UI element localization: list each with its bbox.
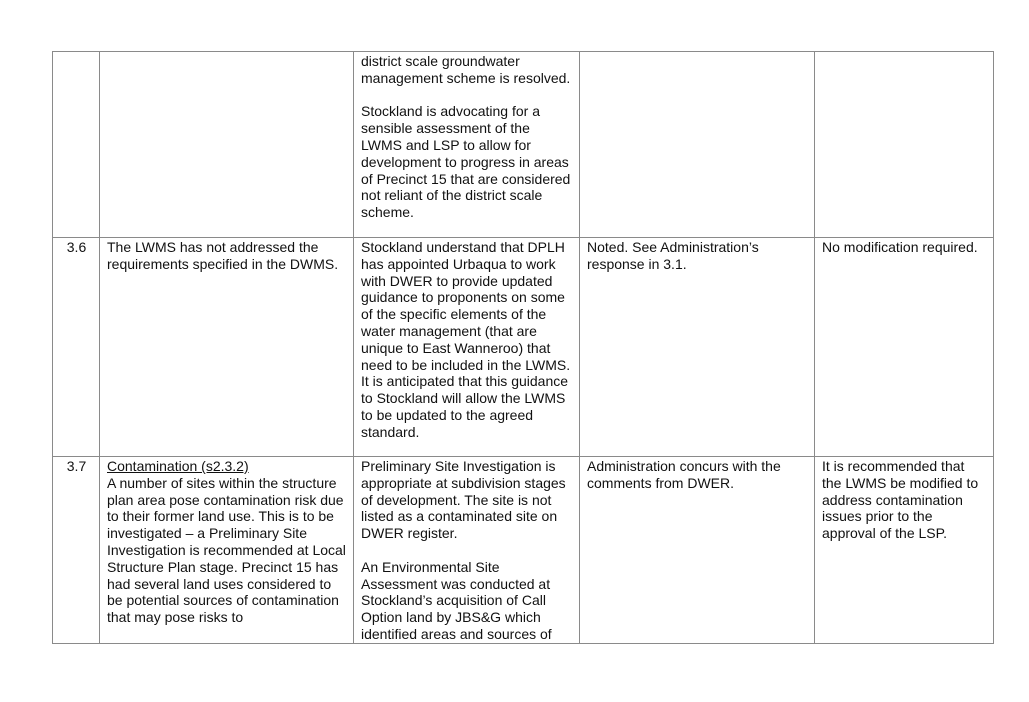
proponent-paragraph: district scale groundwater management scheme is resolved. (361, 53, 571, 86)
proponent-paragraph: Preliminary Site Investigation is appropriate at subdivision stages of development. The site is not listed as a contaminated site on DWER register. (361, 458, 566, 542)
issue-cell (100, 457, 354, 644)
item-number-cell: 3.6 (53, 238, 100, 457)
submissions-table (52, 51, 994, 644)
proponent-paragraph: An Environmental Site Assessment was conducted at Stockland’s acquisition of Call Option land by JBS&G which identified areas and sources of (361, 558, 552, 642)
administration-response-cell (580, 52, 815, 238)
issue-cell: The LWMS has not addressed the requirements specified in the DWMS. (100, 238, 354, 457)
administration-response-cell: Noted. See Administration’s response in 3.1. (580, 238, 815, 457)
modification-cell: It is recommended that the LWMS be modified to address contamination issues prior to the approval of the LSP. (815, 457, 994, 644)
table-row (53, 52, 994, 238)
modification-cell (815, 52, 994, 238)
proponent-response-cell (354, 238, 580, 457)
administration-response-cell: Administration concurs with the comments from DWER. (580, 457, 815, 644)
table-row (53, 238, 994, 457)
table-row (53, 457, 994, 644)
issue-heading: Contamination (s2.3.2) (107, 458, 249, 474)
proponent-paragraph: Stockland understand that DPLH has appointed Urbaqua to work with DWER to provide updated guidance to proponents on some of the specific elements of the water management (that are unique to East Wanneroo) that need to be included in the LWMS. It is anticipated that this guidance to Stockland will allow the LWMS to be updated to the agreed standard. (361, 239, 571, 440)
item-number-cell: 3.7 (53, 457, 100, 644)
proponent-response-cell (354, 457, 580, 644)
issue-cell (100, 52, 354, 238)
modification-cell: No modification required. (815, 238, 994, 457)
proponent-response-cell (354, 52, 580, 238)
proponent-paragraph: Stockland is advocating for a sensible assessment of the LWMS and LSP to allow for development to progress in areas of Precinct 15 that are considered not reliant of the district scale scheme. (361, 103, 571, 221)
issue-text: A number of sites within the structure plan area pose contamination risk due to their former land use. This is to be investigated – a Preliminary Site Investigation is recommended at Local Structure Plan stage. Precinct 15 has had several land uses considered to be potential sources of contamination that may pose risks to (107, 474, 346, 626)
item-number-cell (53, 52, 100, 238)
